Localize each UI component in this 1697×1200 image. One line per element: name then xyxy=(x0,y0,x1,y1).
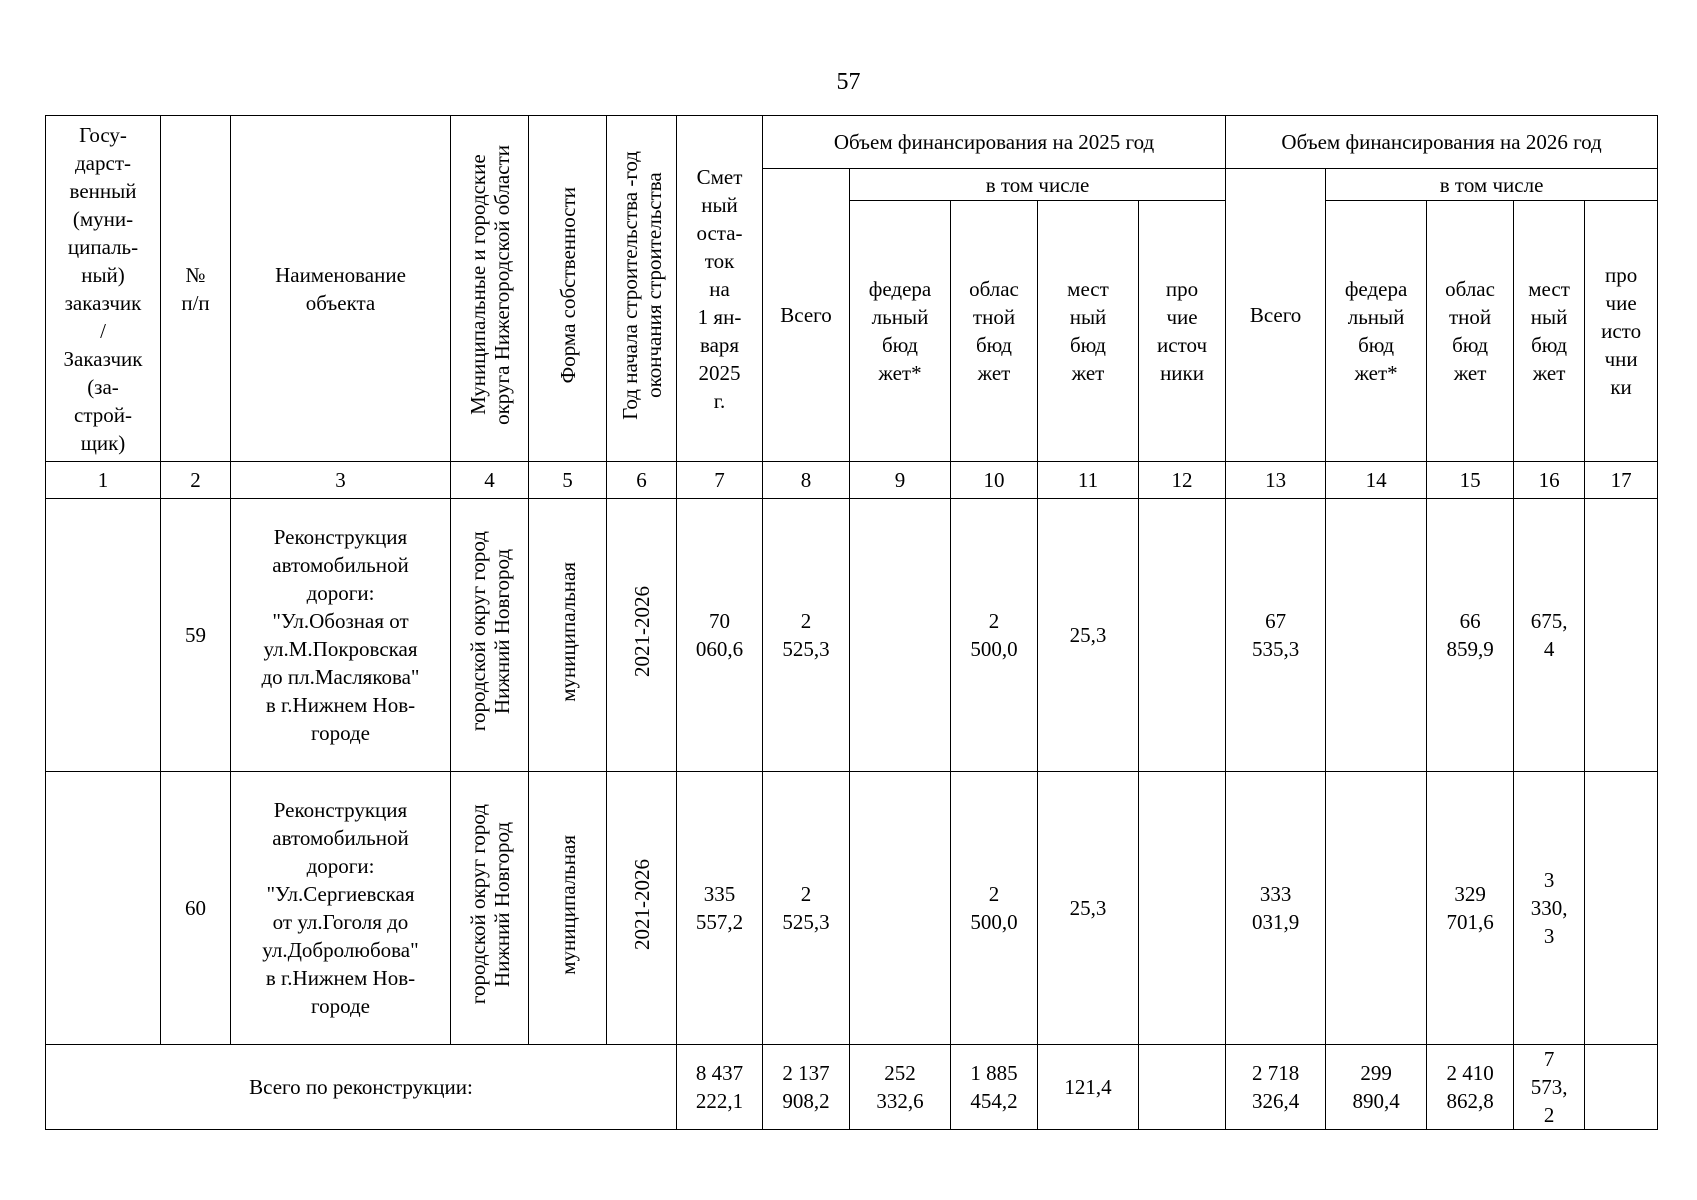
header-municipality xyxy=(451,116,529,462)
cell-total-2026 xyxy=(1226,499,1326,772)
cell-other-2025 xyxy=(1139,499,1226,772)
cell-ownership-text: муниципальная xyxy=(555,834,580,975)
header-ownership-text: Форма собственности xyxy=(555,186,580,384)
totals-federal-2026 xyxy=(1326,1045,1427,1130)
header-row-1 xyxy=(46,116,1658,169)
col-number: 5 xyxy=(529,462,607,499)
header-other-2025 xyxy=(1139,201,1226,462)
totals-other-2026 xyxy=(1585,1045,1658,1130)
cell-municipality-text: городской округ город Нижний Новгород xyxy=(465,531,514,732)
cell-num: 60 xyxy=(161,772,231,1045)
header-name-text: Наименование объекта xyxy=(275,262,406,315)
header-local-2026-text: мест ный бюд жет xyxy=(1528,277,1570,385)
header-local-2025-text: мест ный бюд жет xyxy=(1067,277,1109,385)
header-total-2025: Всего xyxy=(763,169,850,462)
totals-total-2026 xyxy=(1226,1045,1326,1130)
totals-local-2025: 121,4 xyxy=(1038,1045,1139,1130)
col-number: 6 xyxy=(607,462,677,499)
header-federal-2025-text: федера льный бюд жет* xyxy=(868,277,932,385)
cell-years-text: 2021-2026 xyxy=(629,859,654,950)
cell-total-2026 xyxy=(1226,772,1326,1045)
header-local-2025 xyxy=(1038,201,1139,462)
header-other-2025-text: про чие источ ники xyxy=(1157,277,1208,385)
cell-other-2025 xyxy=(1139,772,1226,1045)
cell-regional-2026-text: 329 701,6 xyxy=(1446,882,1494,934)
col-number: 10 xyxy=(951,462,1038,499)
cell-ownership xyxy=(529,499,607,772)
cell-total-2026-text: 333 031,9 xyxy=(1251,882,1300,934)
totals-remainder-text: 8 437 222,1 xyxy=(695,1061,744,1113)
cell-remainder xyxy=(677,499,763,772)
cell-years xyxy=(607,499,677,772)
cell-local-2026-text: 675, 4 xyxy=(1530,609,1568,661)
cell-local-2026 xyxy=(1514,499,1585,772)
cell-regional-2026 xyxy=(1427,772,1514,1045)
header-remainder xyxy=(677,116,763,462)
totals-regional-2025 xyxy=(951,1045,1038,1130)
totals-federal-2025-text: 252 332,6 xyxy=(876,1061,924,1113)
totals-regional-2025-text: 1 885 454,2 xyxy=(970,1061,1018,1113)
cell-regional-2026-text: 66 859,9 xyxy=(1446,609,1494,661)
cell-municipality xyxy=(451,499,529,772)
totals-total-2026-text: 2 718 326,4 xyxy=(1251,1061,1300,1113)
header-num-text: № п/п xyxy=(181,262,210,315)
header-customer-text: Госу- дарст- венный (муни- ципаль- ный) заказчик / Заказчик (за- строй- щик) xyxy=(63,122,143,455)
header-num xyxy=(161,116,231,462)
col-number: 11 xyxy=(1038,462,1139,499)
header-regional-2025 xyxy=(951,201,1038,462)
header-federal-2025 xyxy=(850,201,951,462)
header-municipality-text: Муниципальные и городские округа Нижегородской области xyxy=(465,145,514,425)
cell-regional-2026 xyxy=(1427,499,1514,772)
totals-local-2026 xyxy=(1514,1045,1585,1130)
header-federal-2026 xyxy=(1326,201,1427,462)
column-number-row xyxy=(46,462,1658,499)
cell-local-2026-text: 3 330, 3 xyxy=(1530,868,1568,948)
col-number: 13 xyxy=(1226,462,1326,499)
col-number: 2 xyxy=(161,462,231,499)
cell-federal-2025 xyxy=(850,772,951,1045)
cell-total-2025 xyxy=(763,499,850,772)
col-number: 14 xyxy=(1326,462,1427,499)
col-number: 7 xyxy=(677,462,763,499)
col-number: 12 xyxy=(1139,462,1226,499)
header-federal-2026-text: федера льный бюд жет* xyxy=(1344,277,1408,385)
cell-total-2025 xyxy=(763,772,850,1045)
totals-regional-2026-text: 2 410 862,8 xyxy=(1446,1061,1494,1113)
cell-total-2026-text: 67 535,3 xyxy=(1251,609,1300,661)
cell-customer xyxy=(46,772,161,1045)
cell-remainder-text: 70 060,6 xyxy=(695,609,744,661)
header-customer xyxy=(46,116,161,462)
header-ownership xyxy=(529,116,607,462)
header-total-2026: Всего xyxy=(1226,169,1326,462)
col-number: 8 xyxy=(763,462,850,499)
cell-object-name-text: Реконструкция автомобильной дороги: "Ул.Сергиевская от ул.Гоголя до ул.Добролюбова" в г.Нижнем Нов- городе xyxy=(262,798,419,1018)
header-regional-2026 xyxy=(1427,201,1514,462)
totals-row xyxy=(46,1045,1658,1130)
totals-local-2026-text: 7 573, 2 xyxy=(1530,1047,1568,1127)
cell-municipality xyxy=(451,772,529,1045)
cell-other-2026 xyxy=(1585,772,1658,1045)
header-name xyxy=(231,116,451,462)
cell-remainder xyxy=(677,772,763,1045)
totals-total-2025-text: 2 137 908,2 xyxy=(782,1061,830,1113)
header-local-2026 xyxy=(1514,201,1585,462)
page-number: 57 xyxy=(836,69,861,95)
cell-remainder-text: 335 557,2 xyxy=(695,882,744,934)
col-number: 15 xyxy=(1427,462,1514,499)
totals-total-2025 xyxy=(763,1045,850,1130)
cell-other-2026 xyxy=(1585,499,1658,772)
table-row xyxy=(46,499,1658,772)
cell-regional-2025-text: 2 500,0 xyxy=(970,882,1018,934)
cell-municipality-text: городской округ город Нижний Новгород xyxy=(465,804,514,1005)
col-number: 9 xyxy=(850,462,951,499)
cell-num: 59 xyxy=(161,499,231,772)
header-incl-2025: в том числе xyxy=(850,169,1226,201)
totals-label: Всего по реконструкции: xyxy=(46,1045,677,1130)
cell-years xyxy=(607,772,677,1045)
totals-other-2025 xyxy=(1139,1045,1226,1130)
cell-local-2026 xyxy=(1514,772,1585,1045)
cell-ownership-text: муниципальная xyxy=(555,561,580,702)
header-incl-2026: в том числе xyxy=(1326,169,1658,201)
header-regional-2025-text: облас тной бюд жет xyxy=(969,277,1019,385)
cell-object-name xyxy=(231,499,451,772)
cell-regional-2025 xyxy=(951,499,1038,772)
table-row xyxy=(46,772,1658,1045)
col-number: 4 xyxy=(451,462,529,499)
header-remainder-text: Смет ный оста- ток на 1 ян- варя 2025 г. xyxy=(696,164,743,413)
cell-object-name xyxy=(231,772,451,1045)
financing-table xyxy=(45,115,1658,1130)
totals-federal-2025 xyxy=(850,1045,951,1130)
header-other-2026 xyxy=(1585,201,1658,462)
cell-federal-2026 xyxy=(1326,499,1427,772)
cell-regional-2025 xyxy=(951,772,1038,1045)
cell-years-text: 2021-2026 xyxy=(629,586,654,677)
cell-customer xyxy=(46,499,161,772)
header-regional-2026-text: облас тной бюд жет xyxy=(1445,277,1495,385)
header-fin2025: Объем финансирования на 2025 год xyxy=(763,116,1226,169)
cell-ownership xyxy=(529,772,607,1045)
cell-federal-2026 xyxy=(1326,772,1427,1045)
cell-total-2025-text: 2 525,3 xyxy=(782,882,830,934)
totals-federal-2026-text: 299 890,4 xyxy=(1352,1061,1400,1113)
cell-local-2025: 25,3 xyxy=(1038,499,1139,772)
header-years-text: Год начала строительства -год окончания строительства xyxy=(617,150,666,420)
cell-object-name-text: Реконструкция автомобильной дороги: "Ул.Обозная от ул.М.Покровская до пл.Маслякова" в г.Нижнем Нов- городе xyxy=(261,525,420,745)
col-number: 1 xyxy=(46,462,161,499)
col-number: 17 xyxy=(1585,462,1658,499)
header-other-2026-text: про чие исто чни ки xyxy=(1601,263,1642,399)
cell-total-2025-text: 2 525,3 xyxy=(782,609,830,661)
header-years xyxy=(607,116,677,462)
totals-remainder xyxy=(677,1045,763,1130)
header-fin2026: Объем финансирования на 2026 год xyxy=(1226,116,1658,169)
cell-regional-2025-text: 2 500,0 xyxy=(970,609,1018,661)
cell-local-2025: 25,3 xyxy=(1038,772,1139,1045)
col-number: 16 xyxy=(1514,462,1585,499)
col-number: 3 xyxy=(231,462,451,499)
totals-regional-2026 xyxy=(1427,1045,1514,1130)
cell-federal-2025 xyxy=(850,499,951,772)
